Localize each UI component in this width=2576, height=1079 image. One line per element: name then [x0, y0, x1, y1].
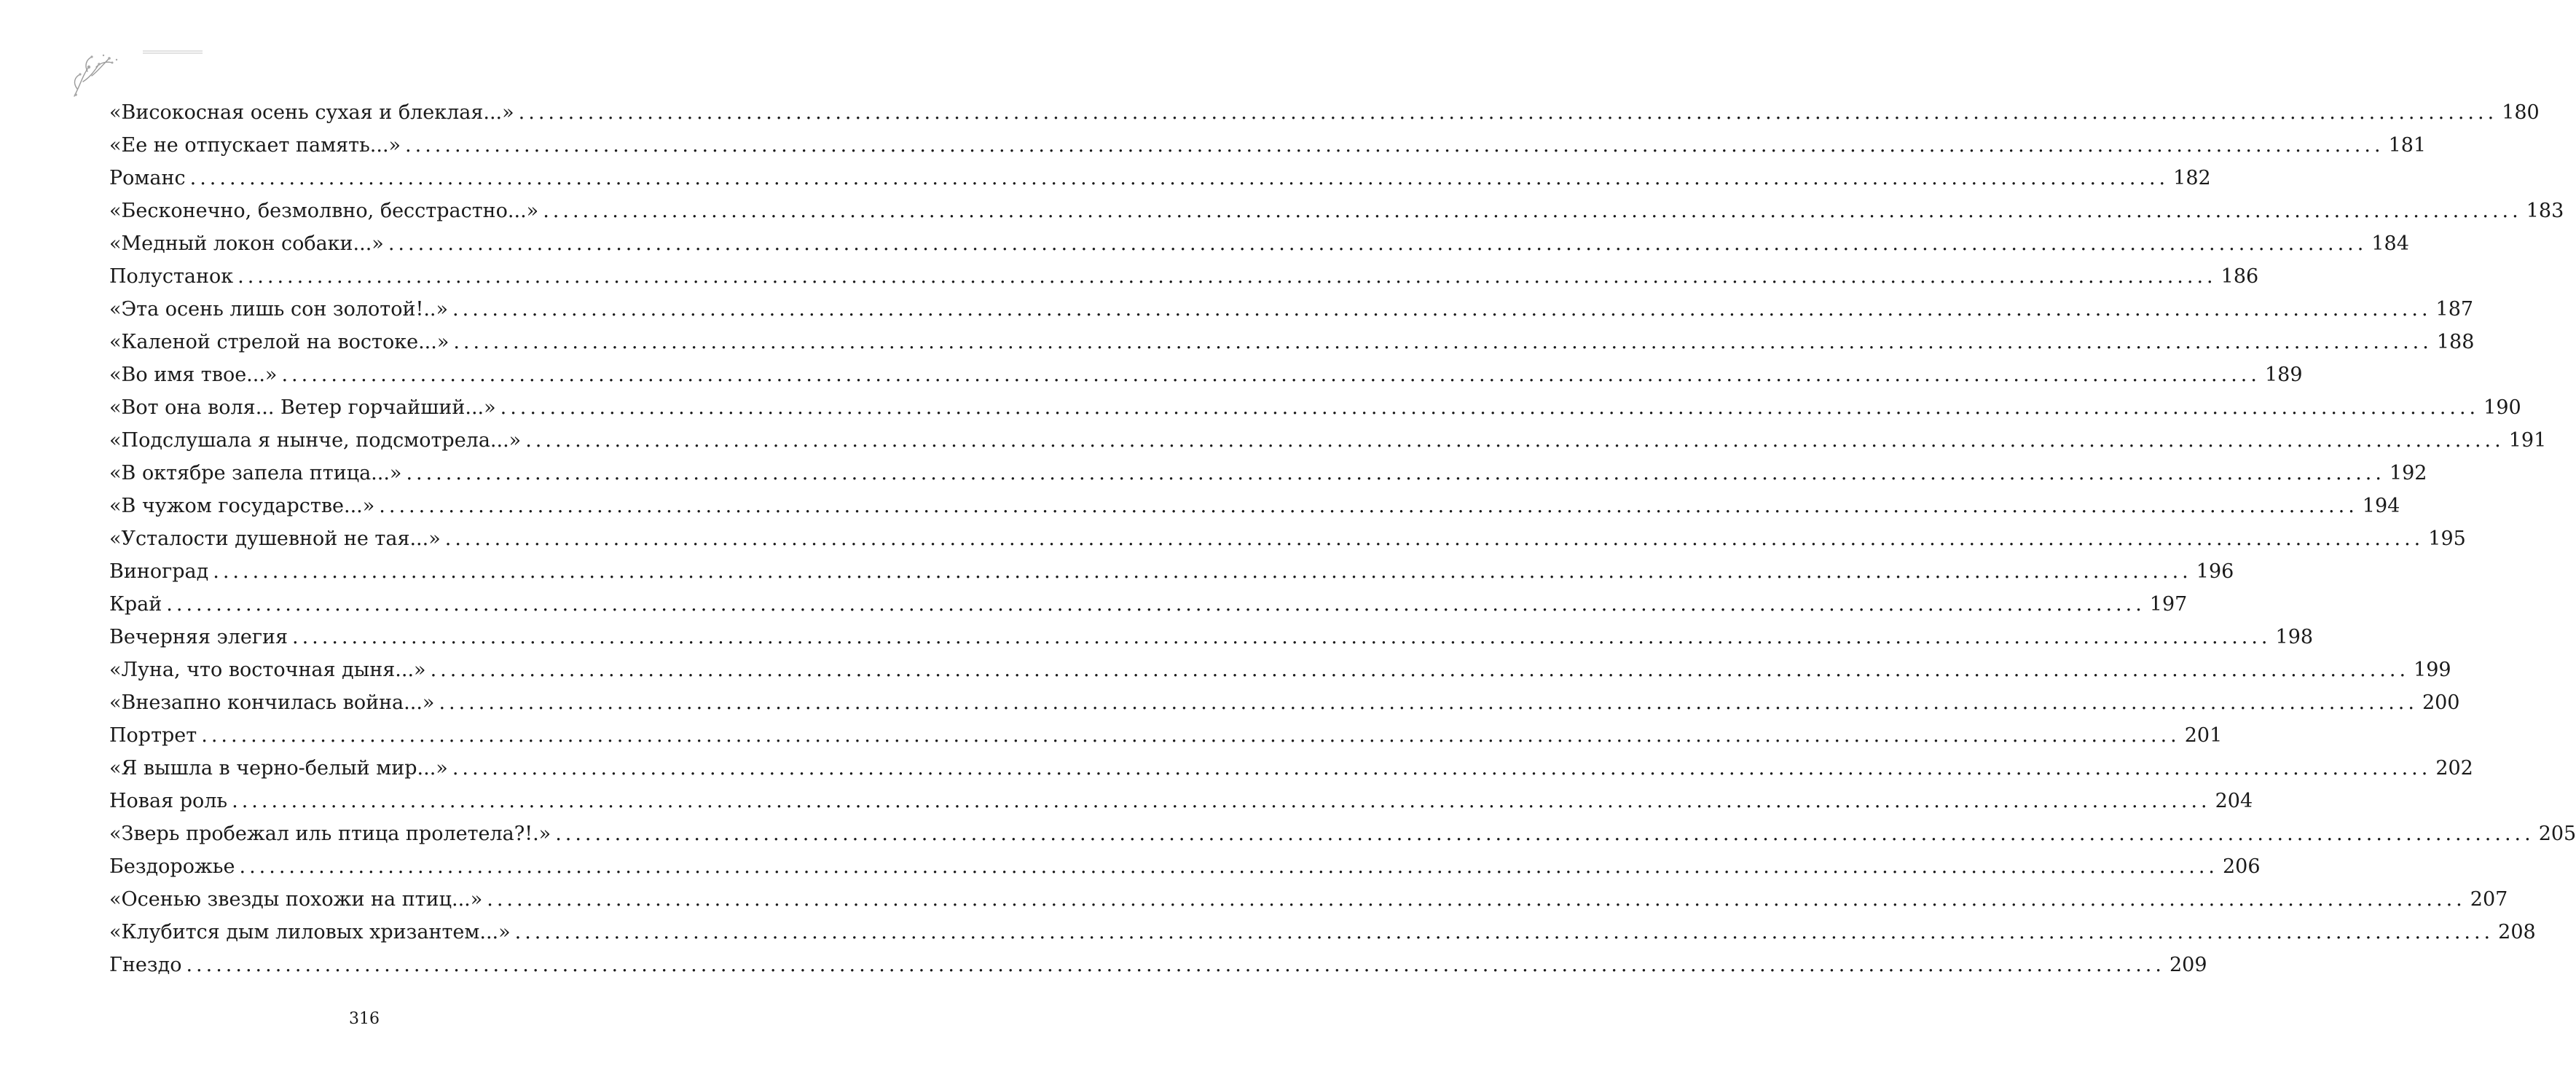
- toc-entry-title: «В октябре запела птица...»: [109, 462, 402, 484]
- toc-entry-title: «Усталости душевной не тая...»: [109, 527, 441, 550]
- toc-entry-page: 183: [2526, 200, 2564, 222]
- toc-entry-title: Романс: [109, 167, 186, 189]
- dot-leader: ........................................................................................................................................................................................................: [487, 888, 2466, 911]
- toc-entry-title: «Клубится дым лиловых хризантем...»: [109, 921, 511, 943]
- toc-entry-page: 194: [2362, 495, 2400, 517]
- dot-leader: ........................................................................................................................................................................................................: [213, 560, 2192, 583]
- toc-entry-page: 186: [2220, 265, 2259, 288]
- toc-entry-title: Полустанок: [109, 265, 234, 288]
- dot-leader: ........................................................................................................................................................................................................: [555, 823, 2534, 845]
- toc-entry-page: 195: [2428, 527, 2466, 550]
- dot-leader: ........................................................................................................................................................................................................: [237, 265, 2217, 288]
- dot-leader: ........................................................................................................................................................................................................: [281, 364, 2261, 386]
- toc-entry: [109, 850, 2261, 883]
- toc-entry-page: 209: [2169, 954, 2207, 976]
- toc-entry-page: 190: [2483, 396, 2521, 419]
- dot-leader: ........................................................................................................................................................................................................: [430, 659, 2410, 681]
- dot-leader: ........................................................................................................................................................................................................: [239, 855, 2218, 878]
- toc-entry: [109, 293, 2474, 326]
- toc-entry: [109, 457, 2427, 490]
- dot-leader: ........................................................................................................................................................................................................: [189, 167, 2169, 189]
- dot-leader: ........................................................................................................................................................................................................: [388, 232, 2368, 255]
- toc-entry-page: 181: [2388, 134, 2427, 157]
- toc-entry: [109, 916, 2536, 949]
- toc-entry-title: Вечерняя элегия: [109, 626, 288, 648]
- toc-entry-page: 188: [2436, 331, 2475, 353]
- toc-entry-title: «Медный локон собаки...»: [109, 232, 384, 255]
- dot-leader: ........................................................................................................................................................................................................: [292, 626, 2271, 648]
- toc-entry-title: «Ее не отпускает память...»: [109, 134, 401, 157]
- floral-ornament-icon: [67, 45, 205, 103]
- dot-leader: ........................................................................................................................................................................................................: [186, 954, 2165, 976]
- toc-entry-title: Портрет: [109, 724, 197, 747]
- toc-entry-page: 205: [2538, 823, 2576, 845]
- toc-entry-page: 180: [2502, 101, 2540, 124]
- toc-entry-page: 208: [2498, 921, 2536, 943]
- toc-entry: [109, 195, 2564, 227]
- toc-entry-title: «Вот она воля... Ветер горчайший...»: [109, 396, 496, 419]
- table-of-contents: [109, 96, 2576, 981]
- toc-entry: [109, 358, 2303, 391]
- toc-entry: [109, 883, 2508, 916]
- toc-entry-title: «Бесконечно, безмолвно, бесстрастно...»: [109, 200, 539, 222]
- toc-entry: [109, 260, 2259, 293]
- toc-entry: [109, 490, 2400, 522]
- toc-entry-page: 197: [2149, 593, 2188, 616]
- toc-entry-page: 192: [2389, 462, 2427, 484]
- toc-entry-title: «Внезапно кончилась война...»: [109, 691, 435, 714]
- toc-entry-title: «Во имя твое...»: [109, 364, 278, 386]
- page-number: 316: [349, 1010, 380, 1028]
- dot-leader: ........................................................................................................................................................................................................: [453, 331, 2432, 353]
- toc-entry-page: 206: [2223, 855, 2261, 878]
- toc-entry-page: 191: [2508, 429, 2547, 452]
- toc-entry-title: Виноград: [109, 560, 209, 583]
- dot-leader: ........................................................................................................................................................................................................: [444, 527, 2424, 550]
- dot-leader: ........................................................................................................................................................................................................: [500, 396, 2480, 419]
- toc-entry: [109, 654, 2451, 686]
- toc-entry: [109, 588, 2188, 621]
- dot-leader: ........................................................................................................................................................................................................: [232, 790, 2211, 812]
- dot-leader: ........................................................................................................................................................................................................: [525, 429, 2505, 452]
- toc-entry-page: 204: [2215, 790, 2253, 812]
- toc-entry-page: 201: [2184, 724, 2223, 747]
- toc-entry-title: Новая роль: [109, 790, 228, 812]
- dot-leader: ........................................................................................................................................................................................................: [514, 921, 2494, 943]
- toc-entry: [109, 555, 2234, 588]
- dot-leader: ........................................................................................................................................................................................................: [439, 691, 2418, 714]
- toc-entry-title: «Луна, что восточная дыня...»: [109, 659, 426, 681]
- toc-entry-page: 196: [2196, 560, 2234, 583]
- toc-entry: [109, 752, 2473, 785]
- toc-entry-title: Бездорожье: [109, 855, 235, 878]
- toc-entry: [109, 162, 2211, 195]
- toc-entry: [109, 817, 2576, 850]
- toc-entry-title: «Зверь пробежал иль птица пролетела?!.»: [109, 823, 551, 845]
- toc-entry-title: Гнездо: [109, 954, 182, 976]
- toc-entry: [109, 719, 2223, 752]
- toc-entry-page: 199: [2414, 659, 2451, 681]
- toc-entry-page: 200: [2422, 691, 2460, 714]
- toc-entry-page: 184: [2371, 232, 2409, 255]
- dot-leader: ........................................................................................................................................................................................................: [405, 134, 2384, 157]
- dot-leader: ........................................................................................................................................................................................................: [452, 298, 2432, 321]
- dot-leader: ........................................................................................................................................................................................................: [166, 593, 2145, 616]
- toc-entry-title: «Подслушала я нынче, подсмотрела...»: [109, 429, 522, 452]
- toc-entry-page: 187: [2435, 298, 2474, 321]
- toc-entry-page: 207: [2470, 888, 2508, 911]
- toc-entry-page: 198: [2275, 626, 2314, 648]
- toc-entry: [109, 96, 2540, 129]
- toc-entry: [109, 227, 2409, 260]
- toc-entry: [109, 949, 2207, 981]
- toc-entry: [109, 326, 2475, 358]
- toc-entry-title: «В чужом государстве...»: [109, 495, 375, 517]
- toc-entry-title: Край: [109, 593, 162, 616]
- toc-entry-title: «Осенью звезды похожи на птиц...»: [109, 888, 483, 911]
- toc-entry-title: «Каленой стрелой на востоке...»: [109, 331, 449, 353]
- toc-entry: [109, 129, 2427, 162]
- toc-entry: [109, 686, 2460, 719]
- toc-entry-title: «Я вышла в черно-белый мир...»: [109, 757, 448, 780]
- dot-leader: ........................................................................................................................................................................................................: [452, 757, 2432, 780]
- toc-entry-page: 202: [2435, 757, 2473, 780]
- dot-leader: ........................................................................................................................................................................................................: [518, 101, 2498, 124]
- toc-entry-title: «Эта осень лишь сон золотой!..»: [109, 298, 449, 321]
- toc-entry: [109, 785, 2253, 817]
- dot-leader: ........................................................................................................................................................................................................: [201, 724, 2180, 747]
- toc-entry-page: 182: [2173, 167, 2211, 189]
- toc-entry-title: «Високосная осень сухая и блеклая...»: [109, 101, 514, 124]
- toc-entry: [109, 522, 2466, 555]
- toc-entry: [109, 424, 2547, 457]
- toc-entry-page: 189: [2264, 364, 2303, 386]
- dot-leader: ........................................................................................................................................................................................................: [406, 462, 2385, 484]
- dot-leader: ........................................................................................................................................................................................................: [379, 495, 2358, 517]
- toc-entry: [109, 391, 2521, 424]
- toc-entry: [109, 621, 2314, 654]
- dot-leader: ........................................................................................................................................................................................................: [543, 200, 2522, 222]
